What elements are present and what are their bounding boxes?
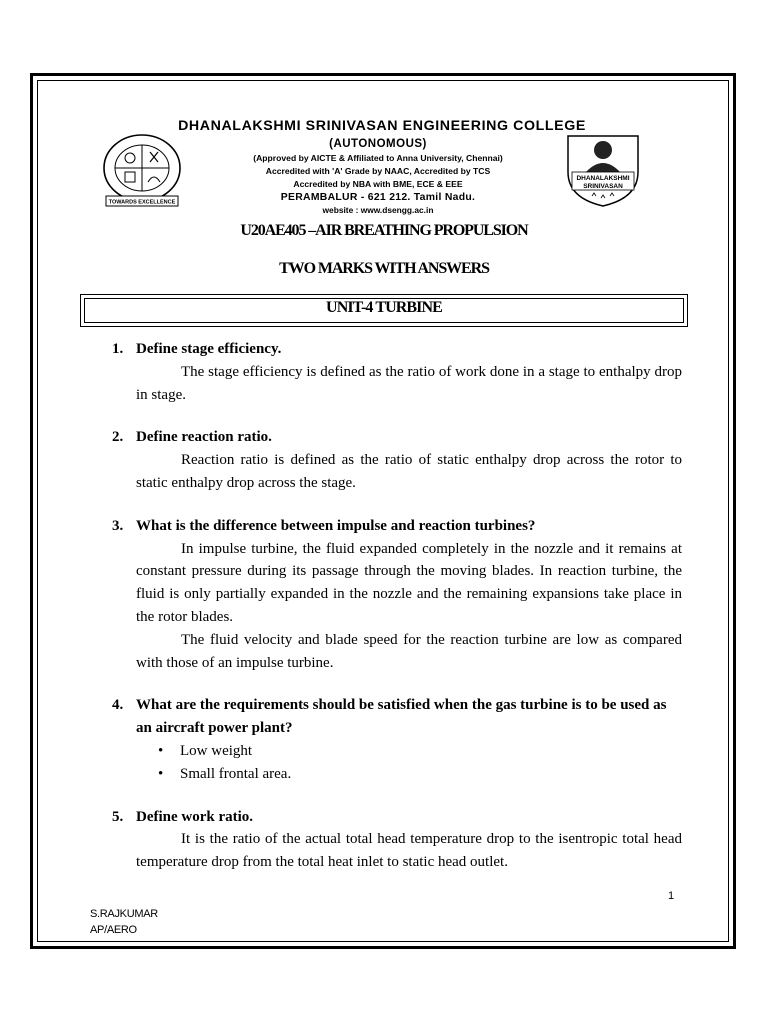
author-name: S.RAJKUMAR — [90, 908, 158, 920]
qa-item — [112, 515, 682, 675]
answer-paragraph: The fluid velocity and blade speed for the reaction turbine are low as compared with those of an impulse turbine. — [136, 631, 682, 671]
logo-motto-text: TOWARDS EXCELLENCE — [108, 199, 176, 206]
college-name: DHANALAKSHMI SRINIVASAN ENGINEERING COLLEGE — [178, 118, 586, 134]
college-website: website : www.dsengg.ac.in — [322, 205, 434, 215]
answer-paragraph: In impulse turbine, the fluid expanded completely in the nozzle and it remains at constant pressure during its passage through the moving blades. In reaction turbine, the fluid is only partially expanded in the nozzle and the remaining expansions take place in the rotor blades. — [136, 540, 682, 625]
question-text: What are the requirements should be satisfied when the gas turbine is to be used as an aircraft power plant? — [136, 697, 667, 737]
logo-text-line-2: SRINIVASAN — [583, 183, 623, 190]
question-number: 2. — [112, 429, 124, 446]
question-number: 1. — [112, 341, 124, 357]
qa-item — [112, 338, 682, 406]
author-block — [90, 906, 158, 938]
answer-paragraph: It is the ratio of the actual total head temperature drop to the isentropic total head temperature drop from the total heat inlet to static head outlet. — [136, 831, 682, 871]
founder-portrait-logo — [558, 128, 648, 208]
bullet-item: • Small frontal area. — [158, 763, 682, 786]
question-number: 3. — [112, 517, 124, 534]
college-address: PERAMBALUR - 621 212. Tamil Nadu. — [280, 192, 476, 203]
bullet-item: • Low weight — [158, 740, 682, 763]
question-number: 4. — [112, 697, 124, 714]
question-answer-list — [112, 338, 682, 894]
college-header — [88, 112, 678, 215]
question-text: Define stage efficiency. — [136, 341, 282, 357]
unit-title: UNIT-4 TURBINE — [326, 299, 442, 316]
document-subtitle: TWO MARKS WITH ANSWERS — [279, 260, 489, 277]
question-text: Define reaction ratio. — [136, 429, 272, 446]
logo-text-line-1: DHANALAKSHMI — [576, 175, 630, 182]
college-info — [208, 137, 548, 217]
autonomous-label: (AUTONOMOUS) — [329, 138, 427, 150]
question-text: What is the difference between impulse and reaction turbines? — [136, 517, 536, 534]
approval-line: (Approved by AICTE & Affiliated to Anna University, Chennai) — [253, 153, 503, 163]
page-number: 1 — [668, 890, 675, 902]
qa-item — [112, 426, 682, 494]
requirements-list — [136, 740, 682, 786]
answer-paragraph: Reaction ratio is defined as the ratio of static enthalpy drop across the rotor to static enthalpy drop across the stage. — [136, 452, 682, 491]
qa-item — [112, 694, 682, 785]
question-number: 5. — [112, 808, 124, 825]
course-title: U20AE405 –AIR BREATHING PROPULSION — [240, 222, 528, 239]
answer-paragraph: The stage efficiency is defined as the ratio of work done in a stage to enthalpy drop in stage. — [136, 363, 682, 403]
author-designation: AP/AERO — [90, 924, 137, 936]
accreditation-line: Accredited with 'A' Grade by NAAC, Accredited by TCS — [265, 166, 491, 176]
college-emblem-logo — [88, 130, 196, 210]
nba-accreditation-line: Accredited by NBA with BME, ECE & EEE — [293, 179, 463, 189]
qa-item — [112, 806, 682, 874]
unit-title-box — [80, 294, 688, 327]
question-text: Define work ratio. — [136, 808, 254, 825]
